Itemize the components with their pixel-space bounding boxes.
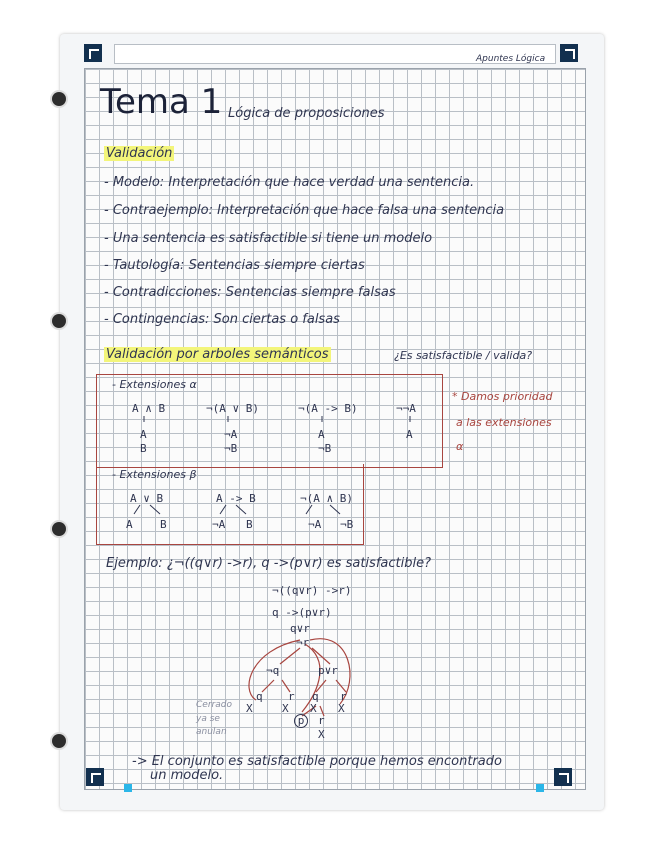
alpha-formula: ¬B — [318, 442, 332, 455]
priority-note: a las extensiones — [456, 416, 552, 429]
alpha-formula: ¬(A -> B) — [298, 402, 358, 415]
tree-leaf: r — [340, 690, 347, 703]
beta-formula: ¬A — [212, 518, 226, 531]
section-question: ¿Es satisfactible / valida? — [394, 349, 533, 362]
tree-leaf: q — [256, 690, 263, 703]
beta-label: - Extensiones β — [112, 468, 197, 481]
side-note: ya se — [196, 714, 220, 724]
alpha-formula: ¬(A ∨ B) — [206, 402, 259, 415]
side-note: Cerrado — [196, 700, 232, 710]
alpha-formula: B — [140, 442, 147, 455]
list-item: - Una sentencia es satisfactible si tiene un modelo — [104, 231, 433, 246]
example-title: Ejemplo: ¿¬((q∨r) ->r), q ->(p∨r) es satisfactible? — [106, 556, 431, 571]
conclusion: -> El conjunto es satisfactible porque hemos encontrado — [132, 754, 502, 769]
beta-formula: A — [126, 518, 133, 531]
beta-formula: B — [160, 518, 167, 531]
closed-mark: X — [310, 702, 317, 715]
beta-formula: ¬(A ∧ B) — [300, 492, 353, 505]
alpha-formula: A — [318, 428, 325, 441]
tree-node: ¬((q∨r) ->r) — [272, 584, 352, 597]
closed-mark: X — [282, 702, 289, 715]
alpha-formula: A ∧ B — [132, 402, 166, 415]
section-heading: Validación — [106, 146, 173, 161]
tree-node: p∨r — [318, 664, 338, 677]
list-item: - Contradicciones: Sentencias siempre falsas — [104, 285, 396, 300]
beta-formula: ¬B — [340, 518, 354, 531]
beta-formula: A -> B — [216, 492, 256, 505]
section-heading: Validación por arboles semánticos — [106, 347, 329, 362]
alpha-formula: ¬A — [224, 428, 238, 441]
closed-mark: X — [246, 702, 253, 715]
closed-mark: X — [318, 728, 325, 741]
priority-note: α — [456, 440, 464, 453]
tree-node: ¬r — [296, 636, 310, 649]
page-title: Tema 1 — [100, 82, 223, 122]
alpha-formula: ¬B — [224, 442, 238, 455]
list-item: - Modelo: Interpretación que hace verdad una sentencia. — [104, 175, 475, 190]
conclusion: un modelo. — [150, 768, 224, 783]
tree-node: q ->(p∨r) — [272, 606, 332, 619]
tree-node: q∨r — [290, 622, 310, 635]
alpha-label: - Extensiones α — [112, 378, 197, 391]
page-subtitle: Lógica de proposiciones — [228, 106, 385, 121]
beta-formula: ¬A — [308, 518, 322, 531]
model-leaf: p — [294, 714, 308, 728]
alpha-formula: ¬¬A — [396, 402, 416, 415]
beta-formula: A ∨ B — [130, 492, 164, 505]
tree-node: ¬q — [266, 664, 280, 677]
list-item: - Contraejemplo: Interpretación que hace falsa una sentencia — [104, 203, 505, 218]
closed-mark: X — [338, 702, 345, 715]
side-note: anulan — [196, 727, 227, 737]
list-item: - Tautología: Sentencias siempre ciertas — [104, 258, 365, 273]
alpha-formula: A — [140, 428, 147, 441]
priority-note: * Damos prioridad — [452, 390, 553, 403]
corner-label: Apuntes Lógica — [476, 54, 546, 64]
tree-leaf: q — [312, 690, 319, 703]
list-item: - Contingencias: Son ciertas o falsas — [104, 312, 340, 327]
tree-leaf: r — [318, 714, 325, 727]
beta-formula: B — [246, 518, 253, 531]
tree-leaf: r — [288, 690, 295, 703]
alpha-formula: A — [406, 428, 413, 441]
